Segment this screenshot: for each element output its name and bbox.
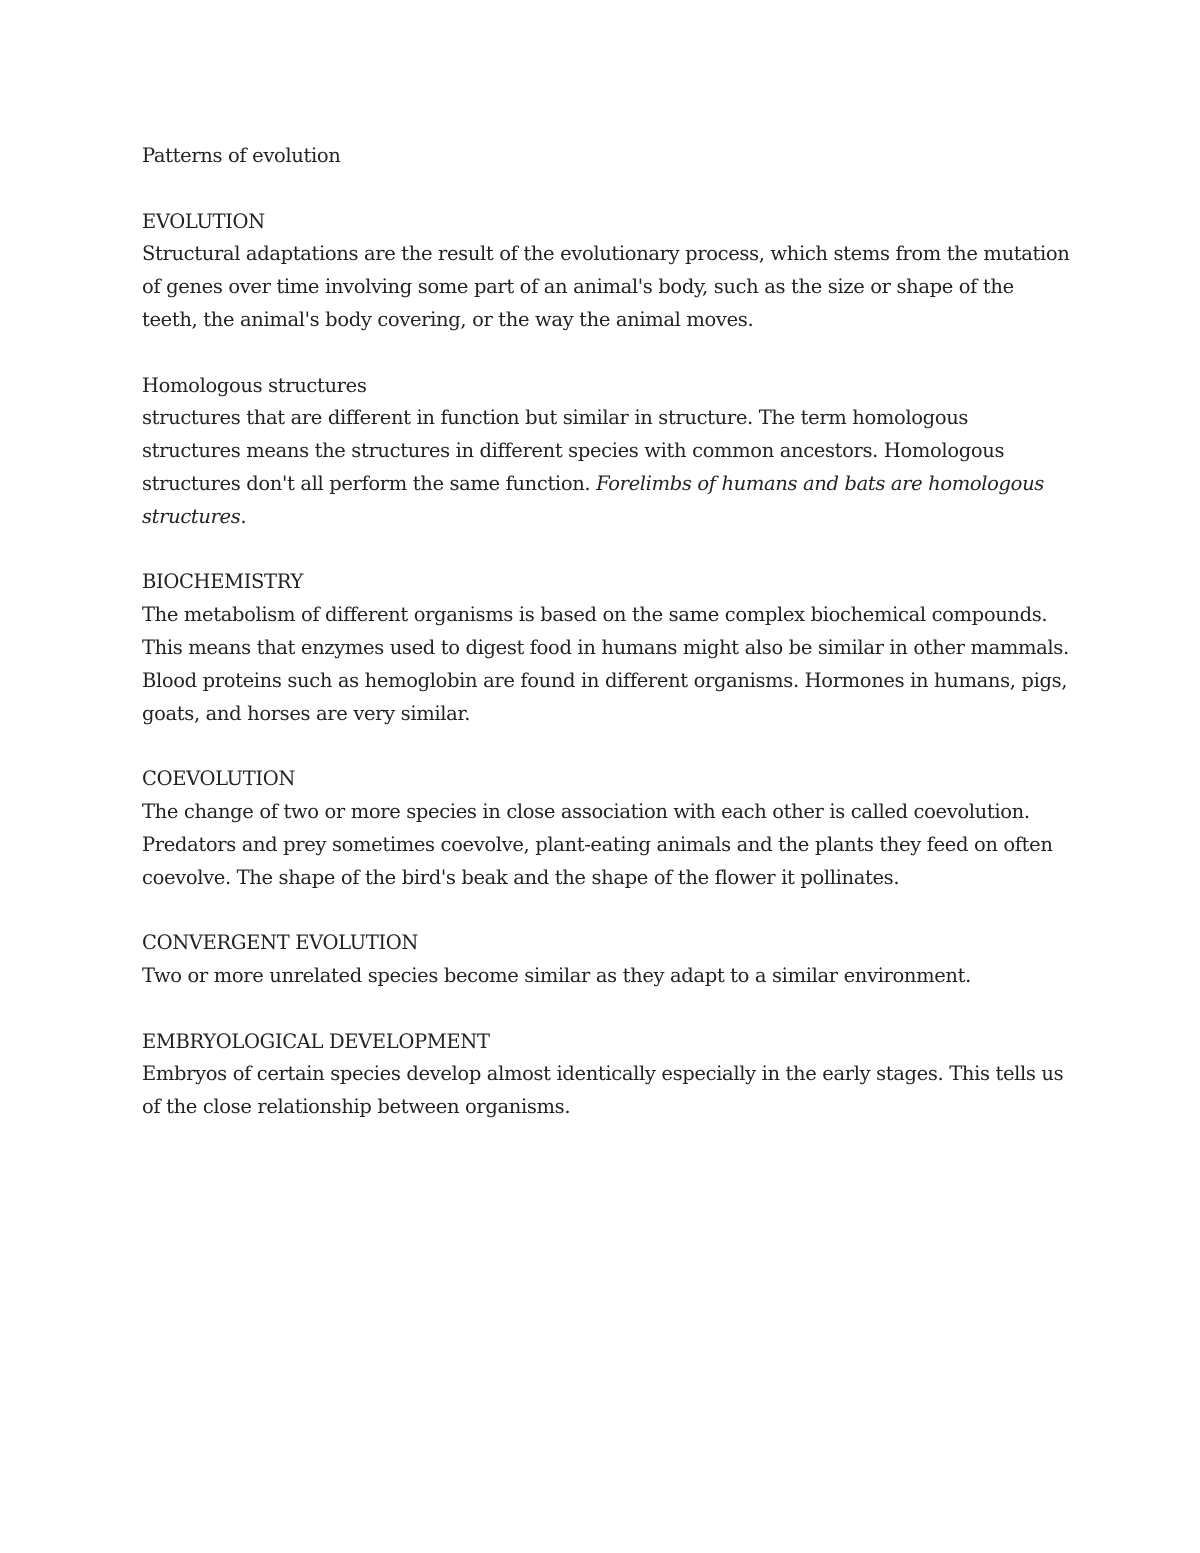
section-body-text: structures that are different in function but similar in structure. The term homologous structures means the structures in different species with common ancestors. Homologous structures don't all perform the same function.: [142, 406, 1005, 495]
section-heading: Homologous structures: [142, 373, 367, 397]
section-embryological-development: [142, 1026, 1072, 1124]
section-heading: EVOLUTION: [142, 209, 265, 233]
section-biochemistry: [142, 566, 1072, 730]
section-example-text: Forelimbs of humans and bats are homologous structures.: [142, 471, 1044, 528]
section-heading: COEVOLUTION: [142, 767, 296, 791]
section-heading: EMBRYOLOGICAL DEVELOPMENT: [142, 1029, 490, 1053]
section-evolution: [142, 206, 1072, 337]
document-page: [142, 140, 1072, 1157]
section-convergent-evolution: [142, 927, 1072, 993]
section-body: Structural adaptations are the result of the evolutionary process, which stems from the mutation of genes over time involving some part of an animal's body, such as the size or shape of the teeth, the animal's body covering, or the way the animal moves.: [142, 242, 1070, 331]
section-homologous-structures: [142, 370, 1072, 534]
section-body: [142, 402, 1072, 533]
section-body: The change of two or more species in close association with each other is called coevolution. Predators and prey sometimes coevolve, plant-eating animals and the plants they feed on often coevolve. The shape of the bird's beak and the shape of the flower it pollinates.: [142, 799, 1053, 889]
section-body: The metabolism of different organisms is based on the same complex biochemical compounds. This means that enzymes used to digest food in humans might also be similar in other mammals. Blood proteins such as hemoglobin are found in different organisms. Hormones in humans, pigs, goats, and horses are very similar.: [142, 603, 1069, 725]
section-heading: BIOCHEMISTRY: [142, 570, 303, 594]
section-heading: CONVERGENT EVOLUTION: [142, 931, 419, 955]
section-body: Embryos of certain species develop almost identically especially in the early stages. This tells us of the close relationship between organisms.: [142, 1062, 1064, 1119]
section-coevolution: [142, 763, 1072, 894]
section-body: Two or more unrelated species become similar as they adapt to a similar environment.: [142, 963, 971, 987]
document-title: Patterns of evolution: [142, 144, 341, 167]
